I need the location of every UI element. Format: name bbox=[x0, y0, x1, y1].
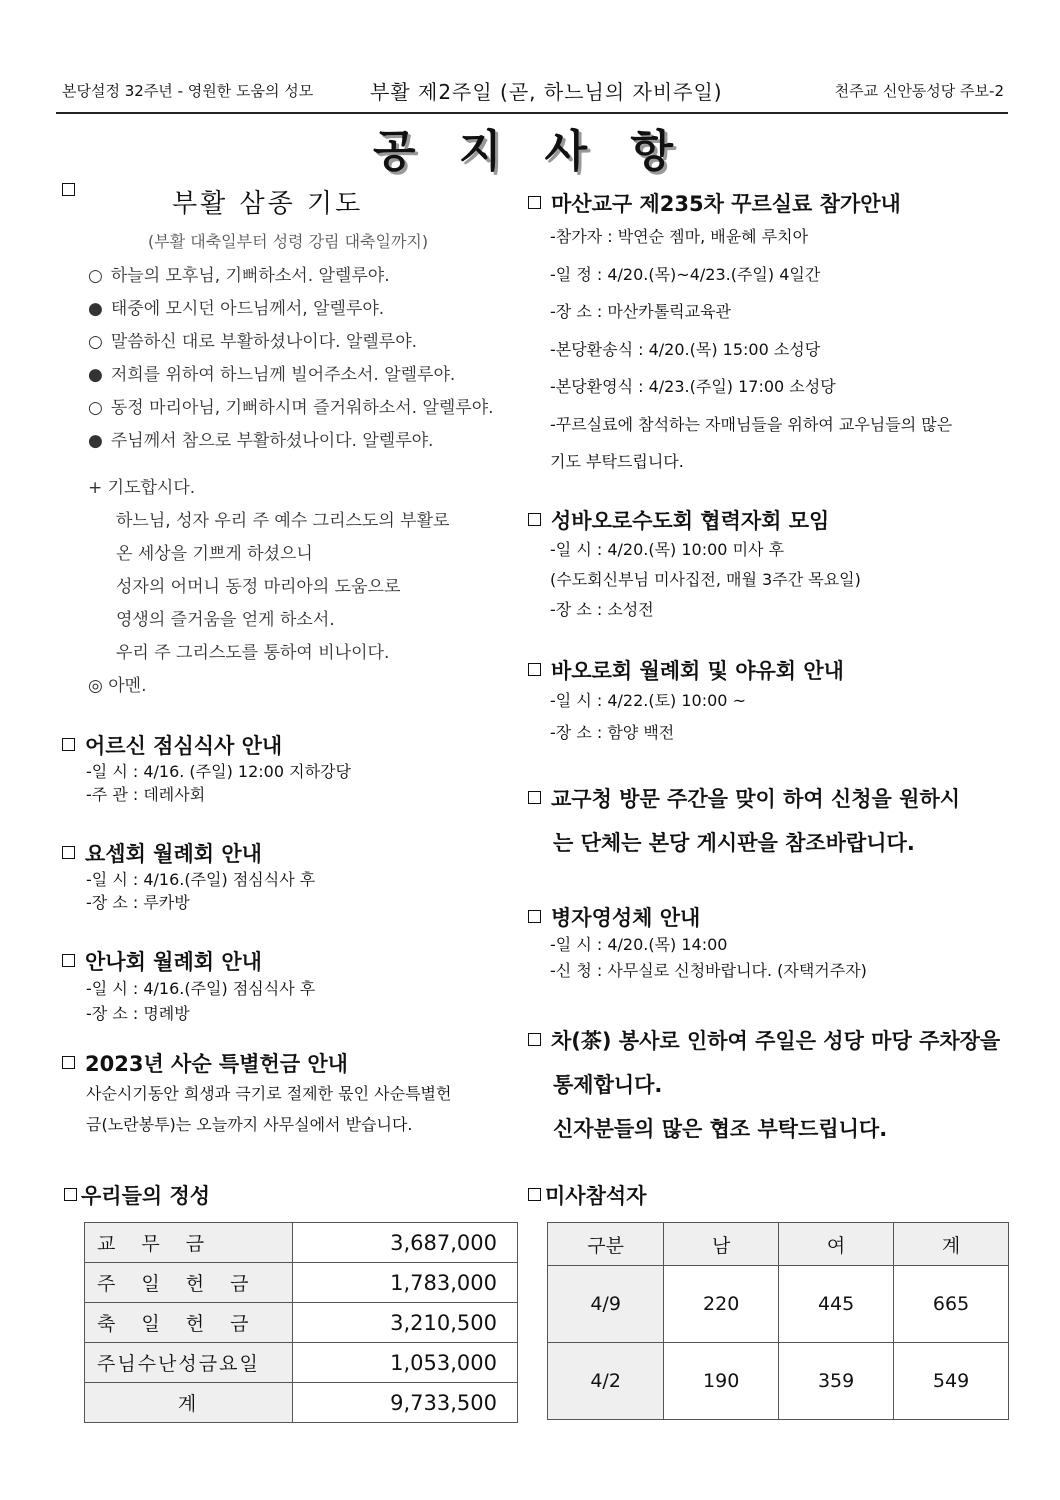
section-heading-text: 요셉회 월례회 안내 bbox=[85, 842, 262, 866]
prayer-mark: ● bbox=[88, 299, 103, 319]
prayer-line bbox=[88, 326, 522, 359]
section-line: -장 소 : 명례방 bbox=[86, 1004, 190, 1023]
section-heading bbox=[62, 838, 315, 868]
prayer-line bbox=[88, 359, 522, 392]
table-row bbox=[548, 1266, 1009, 1343]
table-row bbox=[85, 1303, 518, 1343]
notice-section bbox=[528, 1025, 1000, 1143]
section-line: -일 시 : 4/22.(토) 10:00 ~ bbox=[550, 691, 746, 710]
pray-line: 성자의 어머니 동정 마리아의 도움으로 bbox=[116, 577, 401, 597]
prayer-mark: ○ bbox=[88, 332, 103, 352]
offering-label: 주 일 헌 금 bbox=[85, 1263, 293, 1303]
section-line: -일 시 : 4/16. (주일) 12:00 지하강당 bbox=[86, 762, 351, 781]
section-line: -본당환영식 : 4/23.(주일) 17:00 소성당 bbox=[550, 377, 836, 396]
section-heading bbox=[62, 946, 315, 976]
prayer-line bbox=[88, 425, 522, 458]
attendance-female: 445 bbox=[779, 1266, 894, 1343]
table-row bbox=[85, 1263, 518, 1303]
offering-label: 계 bbox=[85, 1383, 293, 1423]
section-heading-text: 마산교구 제235차 꾸르실료 참가안내 bbox=[551, 192, 901, 216]
section-heading-text: 바오로회 월례회 및 야유회 안내 bbox=[551, 659, 844, 683]
prayer-mark: ● bbox=[88, 365, 103, 385]
section-line: -장 소 : 함양 백전 bbox=[550, 723, 675, 742]
prayer-closing bbox=[88, 472, 522, 703]
pray-intro: + 기도합시다. bbox=[88, 478, 196, 498]
section-heading bbox=[528, 783, 960, 813]
prayer-text: 말씀하신 대로 부활하셨나이다. 알렐루야. bbox=[110, 332, 418, 352]
section-heading-cont: 신자분들의 많은 협조 부탁드립니다. bbox=[553, 1117, 888, 1141]
section-heading-cont: 통제합니다. bbox=[553, 1073, 663, 1097]
offering-value: 1,783,000 bbox=[293, 1263, 518, 1303]
attendance-date: 4/2 bbox=[548, 1343, 664, 1420]
section-line: -본당환송식 : 4/20.(목) 15:00 소성당 bbox=[550, 339, 821, 359]
table-row bbox=[548, 1343, 1009, 1420]
attendance-total: 665 bbox=[894, 1266, 1009, 1343]
section-line: -주 관 : 데레사회 bbox=[86, 785, 206, 804]
prayer-lines bbox=[88, 260, 522, 458]
attendance-male: 220 bbox=[664, 1266, 779, 1343]
notice-section bbox=[528, 902, 867, 984]
checkbox-icon bbox=[528, 1188, 541, 1201]
section-heading bbox=[528, 1025, 1000, 1055]
prayer-text: 태중에 모시던 아드님께서, 알렐루야. bbox=[110, 299, 385, 319]
attendance-total: 549 bbox=[894, 1343, 1009, 1420]
section-heading bbox=[528, 505, 861, 535]
checkbox-icon bbox=[62, 846, 75, 859]
checkbox-icon bbox=[528, 1033, 541, 1046]
offering-heading: 우리들의 정성 bbox=[64, 1180, 210, 1210]
section-heading-text: 병자영성체 안내 bbox=[551, 906, 701, 930]
table-row bbox=[85, 1383, 518, 1423]
prayer-text: 동정 마리아님, 기뻐하시며 즐거워하소서. 알렐루야. bbox=[110, 398, 494, 418]
checkbox-icon bbox=[62, 1056, 75, 1069]
attendance-date: 4/9 bbox=[548, 1266, 664, 1343]
section-heading bbox=[62, 730, 351, 760]
header-left: 본당설정 32주년 - 영원한 도움의 성모 bbox=[62, 82, 314, 100]
section-line: -일 시 : 4/20.(목) 14:00 bbox=[550, 935, 728, 954]
section-line: 기도 부탁드립니다. bbox=[550, 452, 684, 471]
section-line: -일 시 : 4/16.(주일) 점심식사 후 bbox=[86, 870, 316, 889]
prayer-text: 하늘의 모후님, 기뻐하소서. 알렐루야. bbox=[110, 266, 390, 286]
header-center: 부활 제2주일 (곧, 하느님의 자비주일) bbox=[370, 80, 723, 104]
page-header bbox=[56, 72, 1008, 114]
offering-value: 3,687,000 bbox=[293, 1223, 518, 1263]
prayer-mark: ○ bbox=[88, 266, 103, 286]
column-header: 여 bbox=[779, 1223, 894, 1266]
notice-section bbox=[528, 655, 844, 749]
section-heading-text: 어르신 점심식사 안내 bbox=[85, 734, 283, 758]
column-header: 구분 bbox=[548, 1223, 664, 1266]
prayer-section bbox=[62, 183, 522, 703]
section-line: -꾸르실료에 참석하는 자매님들을 위하여 교우님들의 많은 bbox=[550, 414, 953, 434]
notice-section bbox=[62, 838, 315, 914]
offering-label: 주님수난성금요일 bbox=[85, 1343, 293, 1383]
table-row bbox=[85, 1343, 518, 1383]
checkbox-icon bbox=[62, 954, 75, 967]
section-line: 금(노란봉투)는 오늘까지 사무실에서 받습니다. bbox=[86, 1115, 413, 1134]
offering-value: 3,210,500 bbox=[293, 1303, 518, 1343]
attendance-male: 190 bbox=[664, 1343, 779, 1420]
section-line: -장 소 : 소성전 bbox=[550, 600, 654, 619]
table-row bbox=[85, 1223, 518, 1263]
section-heading bbox=[528, 902, 867, 932]
notice-section bbox=[62, 946, 315, 1026]
section-heading-cont: 는 단체는 본당 게시판을 참조바랍니다. bbox=[553, 831, 915, 855]
section-line: (수도회신부님 미사집전, 매월 3주간 목요일) bbox=[550, 570, 861, 589]
notice-section bbox=[528, 783, 960, 857]
checkbox-icon bbox=[62, 738, 75, 751]
prayer-line bbox=[88, 293, 522, 326]
offering-value: 9,733,500 bbox=[293, 1383, 518, 1423]
section-line: -장 소 : 마산카톨릭교육관 bbox=[550, 302, 731, 321]
pray-line: 하느님, 성자 우리 주 예수 그리스도의 부활로 bbox=[116, 511, 450, 531]
section-line: -일 시 : 4/16.(주일) 점심식사 후 bbox=[86, 979, 316, 998]
prayer-mark: ○ bbox=[88, 398, 103, 418]
section-line: -일 시 : 4/20.(목) 10:00 미사 후 bbox=[550, 540, 785, 559]
section-line: -신 청 : 사무실로 신청바랍니다. (자택거주자) bbox=[550, 961, 867, 980]
section-heading-text: 2023년 사순 특별헌금 안내 bbox=[85, 1052, 348, 1076]
prayer-heading: 부활 삼종 기도 bbox=[172, 189, 364, 219]
attendance-female: 359 bbox=[779, 1343, 894, 1420]
section-heading bbox=[62, 1048, 451, 1078]
pray-line: 우리 주 그리스도를 통하여 비나이다. bbox=[116, 643, 390, 663]
notice-section bbox=[528, 505, 861, 625]
prayer-line bbox=[88, 260, 522, 293]
table-header-row bbox=[548, 1223, 1009, 1266]
prayer-text: 저희를 위하여 하느님께 빌어주소서. 알렐루야. bbox=[110, 365, 456, 385]
checkbox-icon bbox=[528, 791, 541, 804]
amen: ◎ 아멘. bbox=[88, 676, 147, 696]
checkbox-icon bbox=[64, 1188, 77, 1201]
offering-label: 교 무 금 bbox=[85, 1223, 293, 1263]
section-heading bbox=[528, 188, 952, 218]
notice-section bbox=[528, 188, 952, 481]
attendance-table bbox=[547, 1222, 1009, 1420]
section-heading-text: 성바오로수도회 협력자회 모임 bbox=[551, 509, 830, 533]
prayer-mark: ● bbox=[88, 431, 103, 451]
checkbox-icon bbox=[62, 183, 75, 196]
notice-section bbox=[62, 730, 351, 806]
prayer-line bbox=[88, 392, 522, 425]
checkbox-icon bbox=[528, 663, 541, 676]
checkbox-icon bbox=[528, 513, 541, 526]
offering-table bbox=[84, 1222, 518, 1423]
attendance-heading: 미사참석자 bbox=[528, 1180, 646, 1210]
header-right: 천주교 신안동성당 주보-2 bbox=[834, 82, 1004, 100]
section-line: -참가자 : 박연순 젬마, 배윤혜 루치아 bbox=[550, 227, 809, 246]
section-line: 사순시기동안 희생과 극기로 절제한 몫인 사순특별헌 bbox=[86, 1084, 452, 1103]
section-heading-text: 안나회 월례회 안내 bbox=[85, 950, 262, 974]
column-header: 계 bbox=[894, 1223, 1009, 1266]
pray-lines bbox=[116, 505, 522, 670]
section-heading bbox=[528, 655, 844, 685]
section-line: -장 소 : 루카방 bbox=[86, 893, 190, 912]
column-header: 남 bbox=[664, 1223, 779, 1266]
pray-line: 온 세상을 기쁘게 하셨으니 bbox=[116, 544, 313, 564]
offering-value: 1,053,000 bbox=[293, 1343, 518, 1383]
pray-line: 영생의 즐거움을 얻게 하소서. bbox=[116, 610, 335, 630]
section-heading-text: 교구청 방문 주간을 맞이 하여 신청을 원하시 bbox=[551, 787, 961, 811]
prayer-subtitle: (부활 대축일부터 성령 강림 대축일까지) bbox=[148, 232, 429, 251]
page-title: 공 지 사 항 bbox=[373, 126, 687, 177]
section-heading-text: 차(茶) 봉사로 인하여 주일은 성당 마당 주차장을 bbox=[551, 1029, 1001, 1053]
prayer-text: 주님께서 참으로 부활하셨나이다. 알렐루야. bbox=[110, 431, 434, 451]
checkbox-icon bbox=[528, 910, 541, 923]
section-line: -일 정 : 4/20.(목)~4/23.(주일) 4일간 bbox=[550, 264, 821, 284]
offering-label: 축 일 헌 금 bbox=[85, 1303, 293, 1343]
checkbox-icon bbox=[528, 196, 541, 209]
notice-section bbox=[62, 1048, 451, 1140]
